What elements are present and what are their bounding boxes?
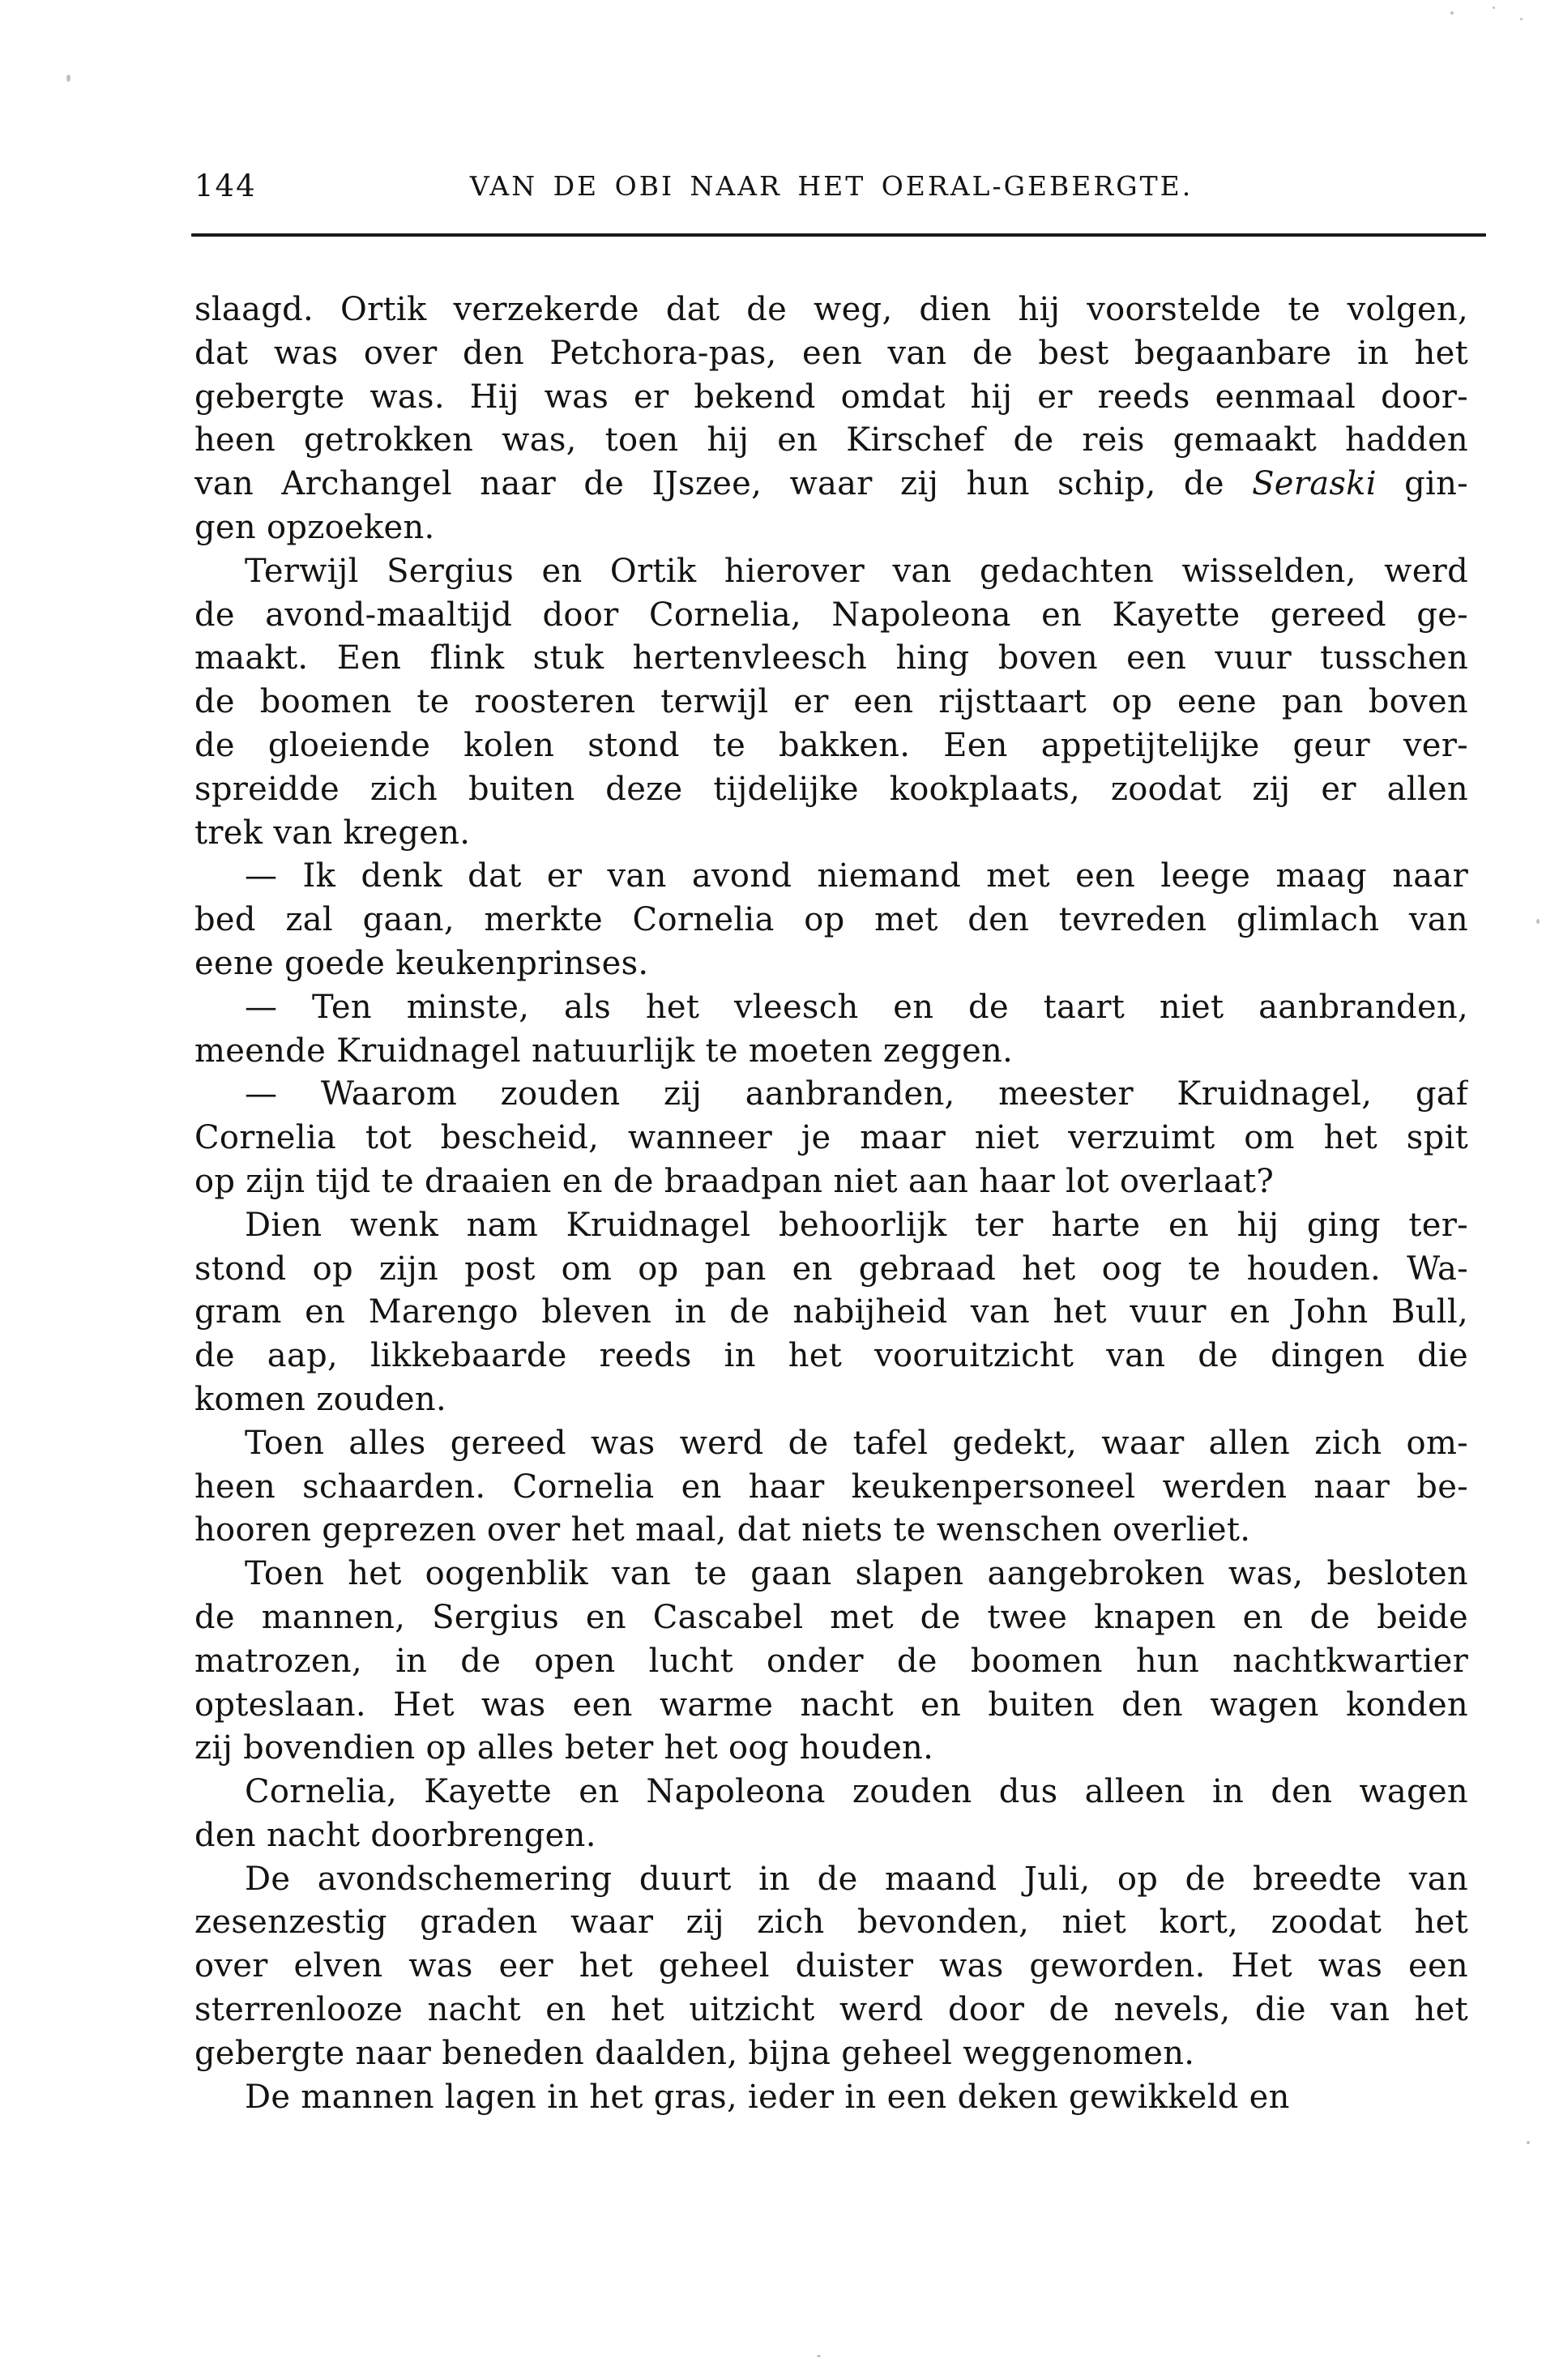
page-number: 144 [194,169,257,203]
text-line: bed zal gaan, merkte Cornelia op met den tevreden glimlach van [194,901,1468,939]
scan-speck [1520,18,1523,20]
paragraph [194,550,1468,856]
text-line: de avond-maaltijd door Cornelia, Napoleona en Kayette gereed ge- [194,596,1468,634]
text-line: heen schaarden. Cornelia en haar keukenpersoneel werden naar be- [194,1468,1468,1506]
text-line: Cornelia, Kayette en Napoleona zouden dus alleen in den wagen [245,1773,1468,1811]
text-line: gen opzoeken. [194,508,435,546]
text-line: opteslaan. Het was een warme nacht en buiten den wagen konden [194,1686,1468,1724]
text-line: Toen alles gereed was werd de tafel gedekt, waar allen zich om- [245,1424,1468,1462]
text-line: de boomen te roosteren terwijl er een rijsttaart op eene pan boven [194,683,1468,721]
text-line: komen zouden. [194,1380,446,1418]
text-line: gebergte naar beneden daalden, bijna geheel weggenomen. [194,2034,1195,2072]
text-line: over elven was eer het geheel duister was geworden. Het was een [194,1947,1468,1985]
text-line: heen getrokken was, toen hij en Kirschef de reis gemaakt hadden [194,421,1468,459]
text-line: De avondschemering duurt in de maand Juli, op de breedte van [245,1860,1468,1898]
paragraph [194,288,1468,550]
text-line: Terwijl Sergius en Ortik hierover van gedachten wisselden, werd [245,552,1468,590]
text-line: dat was over den Petchora-pas, een van de best begaanbare in het [194,334,1468,372]
paragraph [194,1858,1468,2076]
scan-speck [1450,11,1454,15]
scan-speck [1493,6,1495,9]
text-line: Dien wenk nam Kruidnagel behoorlijk ter harte en hij ging ter- [245,1206,1468,1244]
running-header [194,167,1468,206]
text-line: hooren geprezen over het maal, dat niets te wenschen overliet. [194,1511,1251,1549]
text-line: trek van kregen. [194,814,471,852]
scan-speck [1536,919,1540,924]
scan-speck [66,75,70,82]
text-line: Cornelia tot bescheid, wanneer je maar niet verzuimt om het spit [194,1119,1468,1157]
text-line: — Ik denk dat er van avond niemand met een leege maag naar [245,857,1468,895]
scan-speck [817,2355,821,2357]
text-line: de aap, likkebaarde reeds in het vooruitzicht van de dingen die [194,1337,1468,1375]
running-title: VAN DE OBI NAAR HET OERAL-GEBERGTE. [469,170,1194,202]
text-line: — Ten minste, als het vleesch en de taart niet aanbranden, [245,988,1468,1026]
paragraph [194,1073,1468,1203]
text-line: de mannen, Sergius en Cascabel met de twee knapen en de beide [194,1598,1468,1636]
text-line: de gloeiende kolen stond te bakken. Een appetijtelijke geur ver- [194,726,1468,764]
paragraph [194,2076,1468,2120]
paragraph [194,986,1468,1074]
paragraph [194,1204,1468,1422]
text-line: eene goede keukenprinses. [194,944,649,982]
text-line: spreidde zich buiten deze tijdelijke kookplaats, zoodat zij er allen [194,770,1468,808]
paragraph [194,855,1468,985]
text-line: stond op zijn post om op pan en gebraad het oog te houden. Wa- [194,1250,1468,1288]
text-line: — Waarom zouden zij aanbranden, meester Kruidnagel, gaf [245,1075,1468,1113]
text-line: op zijn tijd te draaien en de braadpan niet aan haar lot overlaat? [194,1162,1275,1200]
text-line: zij bovendien op alles beter het oog houden. [194,1729,934,1767]
text-line: gebergte was. Hij was er bekend omdat hij er reeds eenmaal door- [194,378,1468,416]
body-text [194,288,1468,2119]
text-line: meende Kruidnagel natuurlijk te moeten zeggen. [194,1032,1014,1070]
header-rule [191,233,1486,237]
paragraph [194,1422,1468,1553]
text-line: sterrenlooze nacht en het uitzicht werd door de nevels, die van het [194,1991,1468,2029]
text-line: den nacht doorbrengen. [194,1816,596,1854]
scan-speck [1527,2141,1530,2144]
text-line: zesenzestig graden waar zij zich bevonden, niet kort, zoodat het [194,1904,1468,1942]
text-line: gram en Marengo bleven in de nabijheid van het vuur en John Bull, [194,1293,1468,1331]
text-line: Toen het oogenblik van te gaan slapen aangebroken was, besloten [245,1555,1468,1593]
text-line: van Archangel naar de IJszee, waar zij hun schip, de Seraski gin- [194,465,1468,503]
text-line: De mannen lagen in het gras, ieder in een deken gewikkeld en [245,2078,1290,2116]
paragraph [194,1553,1468,1771]
text-line: slaagd. Ortik verzekerde dat de weg, dien hij voorstelde te volgen, [194,291,1468,328]
text-line: matrozen, in de open lucht onder de boomen hun nachtkwartier [194,1642,1468,1680]
paragraph [194,1771,1468,1858]
text-line: maakt. Een flink stuk hertenvleesch hing boven een vuur tusschen [194,639,1468,677]
